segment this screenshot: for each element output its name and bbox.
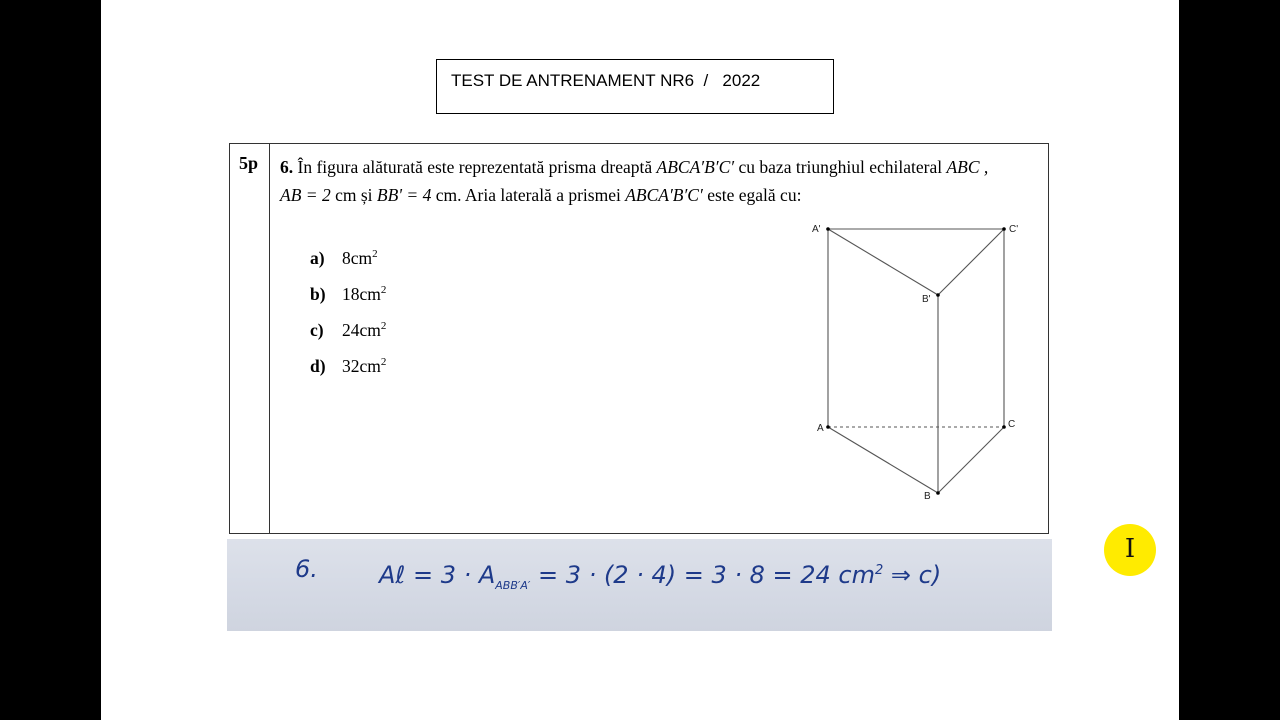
column-divider (269, 144, 270, 533)
label-c1: C' (1009, 224, 1019, 235)
option-value: 8cm (342, 248, 373, 268)
edge-cb (938, 427, 1004, 493)
text-cursor-highlight (1104, 524, 1156, 576)
prism-name: ABCA′B′C′ (625, 185, 703, 205)
points-label: 5p (239, 153, 259, 173)
option-label: b) (310, 284, 326, 304)
label-a1: A' (812, 224, 821, 235)
vertex-a (826, 425, 830, 429)
question-number: 6. (280, 157, 294, 177)
edge-c1b1 (938, 229, 1004, 295)
formula-start: Aℓ = 3 · A (379, 561, 496, 589)
question-text-part: cm și (335, 185, 373, 205)
option-a[interactable] (310, 248, 378, 269)
formula-answer: ⇒ c) (883, 561, 942, 589)
question-text-part: În figura alăturată este reprezentată prisma dreaptă (297, 157, 653, 177)
edge-a1b1 (828, 229, 938, 295)
question-text-part: cu baza triunghiul echilateral (738, 157, 943, 177)
label-a: A (817, 423, 824, 434)
i-beam-cursor-icon: I (1124, 534, 1136, 564)
option-value: 24cm (342, 320, 381, 340)
question-text-part: este egală cu: (707, 185, 802, 205)
solution-formula (379, 561, 941, 592)
ab-value: AB = 2 (280, 185, 331, 205)
option-exponent: 2 (380, 284, 387, 297)
option-exponent: 2 (380, 320, 387, 333)
edge-ab (828, 427, 938, 493)
option-d[interactable] (310, 356, 386, 377)
prism-name: ABCA′B′C′ (656, 157, 735, 177)
prism-figure (790, 214, 1040, 514)
vertex-b1 (936, 293, 940, 297)
label-c: C (1008, 419, 1016, 430)
option-label: d) (310, 356, 326, 376)
base-name: ABC , (946, 157, 989, 177)
bb-value: BB' = 4 (376, 185, 432, 205)
vertex-c1 (1002, 227, 1006, 231)
formula-exponent: 2 (875, 563, 884, 578)
label-b1: B' (922, 294, 931, 305)
vertex-b (936, 491, 940, 495)
problem-box (229, 143, 1049, 534)
handwritten-solution (227, 539, 1052, 631)
option-label: a) (310, 248, 325, 268)
option-exponent: 2 (380, 356, 387, 369)
formula-subscript: ABB′A′ (495, 578, 531, 592)
vertex-a1 (826, 227, 830, 231)
option-b[interactable] (310, 284, 386, 305)
test-title: TEST DE ANTRENAMENT NR6 / 2022 (451, 71, 761, 90)
question-text (280, 153, 1050, 209)
label-b: B (924, 491, 931, 502)
option-exponent: 2 (372, 248, 378, 261)
question-text-part: cm. Aria laterală a prismei (435, 185, 621, 205)
option-value: 18cm (342, 284, 381, 304)
option-c[interactable] (310, 320, 386, 341)
option-value: 32cm (342, 356, 381, 376)
solution-number: 6. (295, 555, 318, 583)
vertex-c (1002, 425, 1006, 429)
test-title-box (436, 59, 834, 114)
formula-rest: = 3 · (2 · 4) = 3 · 8 = 24 cm (530, 561, 875, 589)
option-label: c) (310, 320, 324, 340)
